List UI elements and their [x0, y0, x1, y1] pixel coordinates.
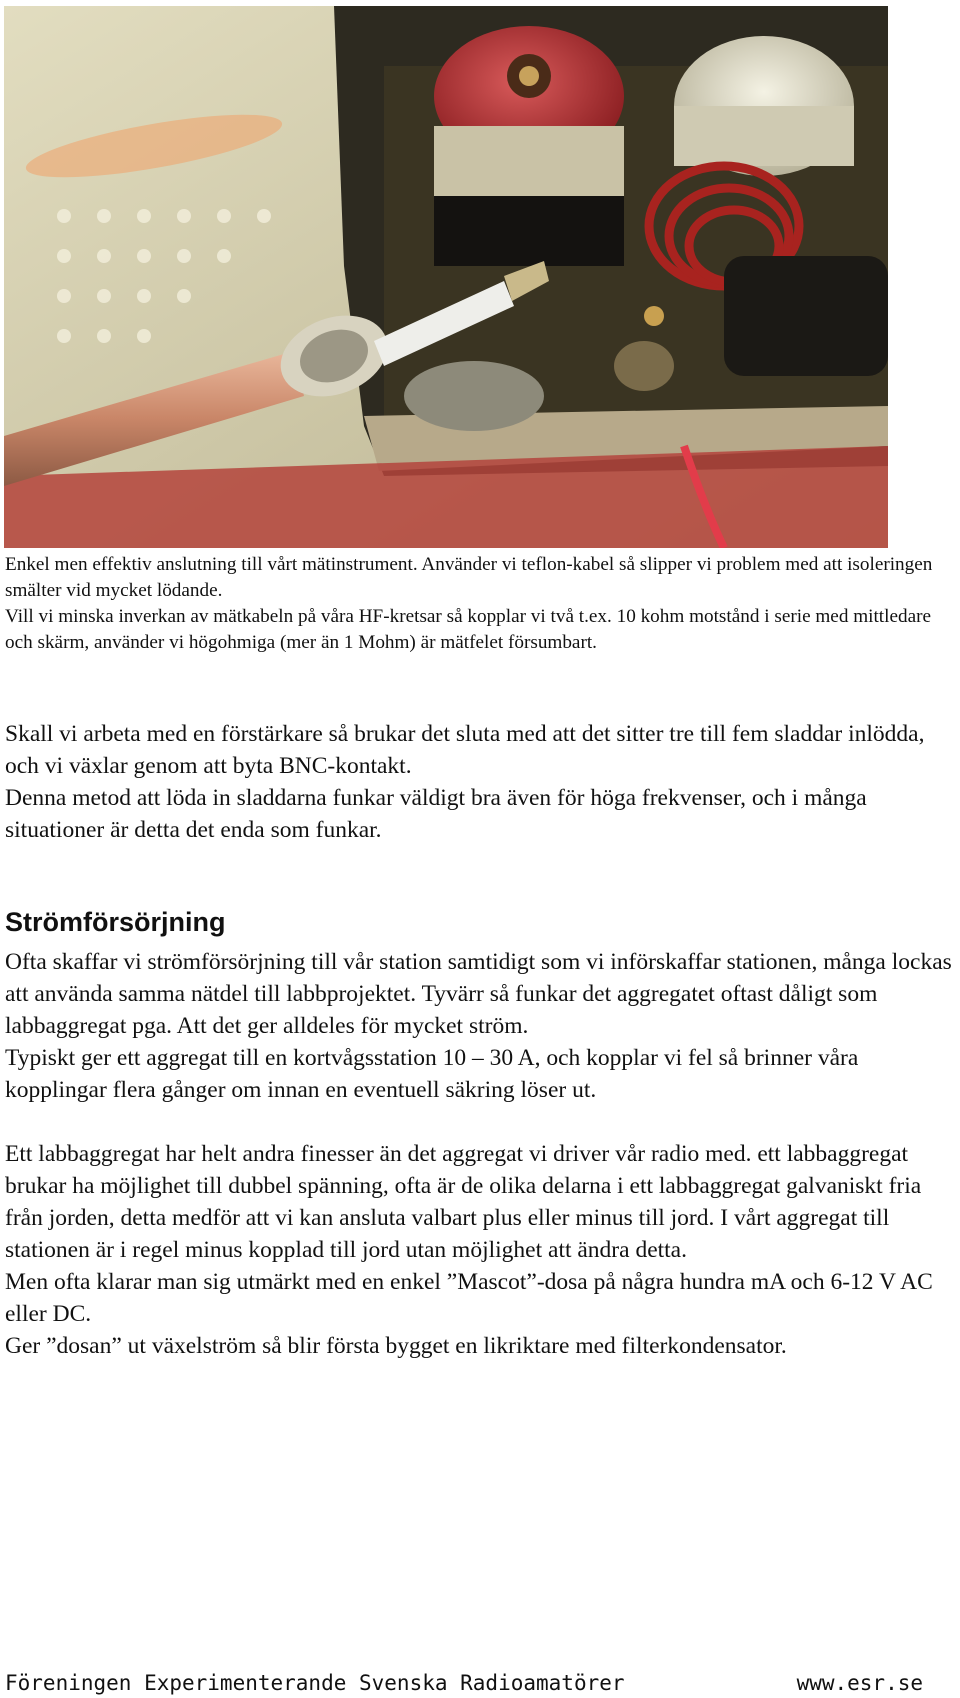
section-paragraph: Ger ”dosan” ut växelström så blir första bygget en likriktare med filterkondensator.: [5, 1333, 787, 1359]
section-text-a: [5, 946, 955, 1106]
footer-organization: Föreningen Experimenterande Svenska Radioamatörer: [5, 1671, 625, 1695]
section-heading: Strömförsörjning: [5, 907, 226, 937]
section-paragraph: Men ofta klarar man sig utmärkt med en enkel ”Mascot”-dosa på några hundra mA och 6-12 V AC eller DC.: [5, 1269, 933, 1327]
caption-line: Enkel men effektiv anslutning till vårt mätinstrument. Använder vi teflon-kabel så slipper vi problem med att isoleringen smälter vid mycket lödande.: [5, 554, 933, 601]
photo-caption: [5, 552, 955, 656]
circuit-photo: [4, 6, 888, 548]
intro-text: [5, 718, 955, 846]
photo-illustration: [4, 6, 888, 548]
page-footer: [5, 1670, 923, 1696]
footer-url[interactable]: www.esr.se: [796, 1671, 923, 1695]
section-text-b: [5, 1138, 955, 1362]
section-paragraph: Typiskt ger ett aggregat till en kortvågsstation 10 – 30 A, och kopplar vi fel så brinner våra kopplingar flera gånger om innan en eventuell säkring löser ut.: [5, 1045, 859, 1103]
section-paragraph: Ofta skaffar vi strömförsörjning till vår station samtidigt som vi införskaffar stationen, många lockas att använda samma nätdel till labbprojektet. Tyvärr så funkar det aggregatet oftast dåligt som labbaggregat pga. Att det ger alldeles för mycket ström.: [5, 949, 952, 1039]
intro-paragraph: Denna metod att löda in sladdarna funkar väldigt bra även för höga frekvenser, och i många situationer är detta det enda som funkar.: [5, 785, 867, 843]
section-paragraph: Ett labbaggregat har helt andra finesser än det aggregat vi driver vår radio med. ett labbaggregat brukar ha möjlighet till dubbel spänning, ofta är de olika delarna i ett labbaggregat galvaniskt fria från jorden, detta medför att vi kan ansluta valbart plus eller minus till jord. I vårt aggregat till stationen är i regel minus kopplad till jord utan möjlighet att ändra detta.: [5, 1141, 922, 1263]
caption-line: Vill vi minska inverkan av mätkabeln på våra HF-kretsar så kopplar vi två t.ex. 10 kohm motstånd i serie med mittledare och skärm, använder vi högohmiga (mer än 1 Mohm) är mätfelet försumbart.: [5, 606, 931, 653]
intro-paragraph: Skall vi arbeta med en förstärkare så brukar det sluta med att det sitter tre till fem sladdar inlödda, och vi växlar genom att byta BNC-kontakt.: [5, 721, 925, 779]
